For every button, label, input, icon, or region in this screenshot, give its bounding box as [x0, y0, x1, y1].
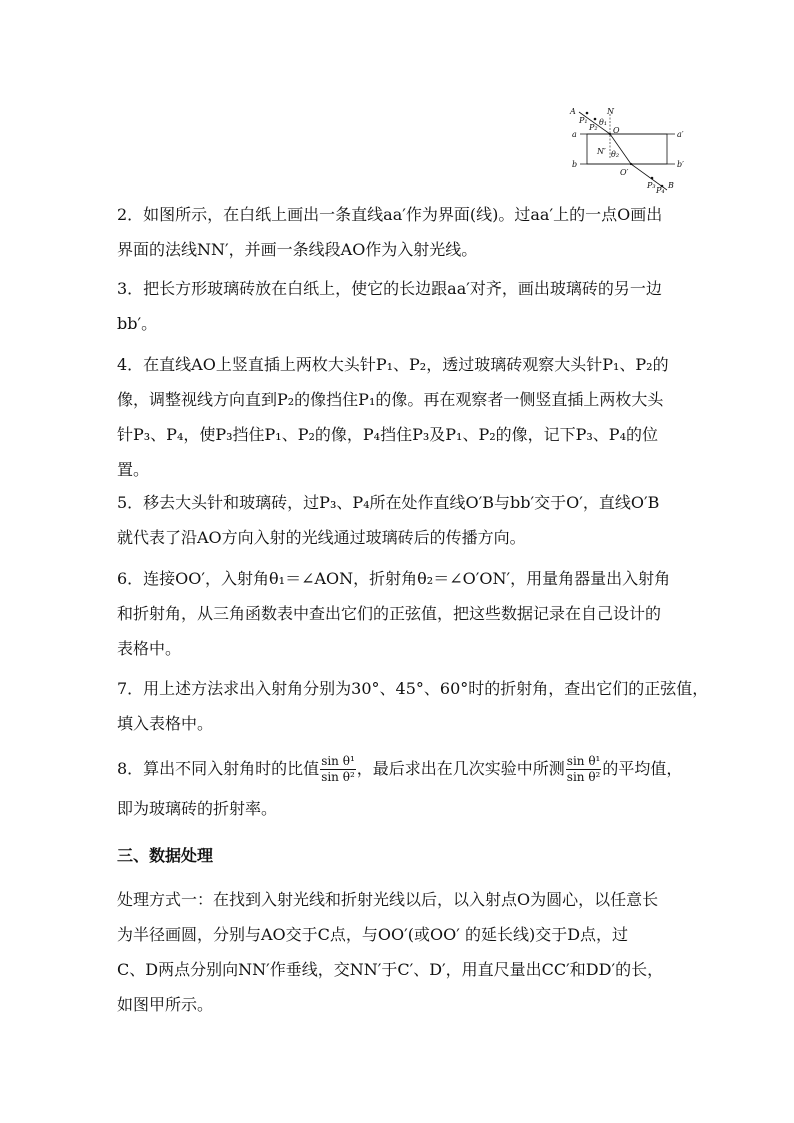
method-1-line-4: 如图甲所示。 [117, 995, 214, 1014]
label-o-prime: O′ [620, 168, 629, 177]
step-8-line-1 [117, 747, 697, 791]
ratio-fraction-2 [566, 754, 602, 785]
pin-p3 [651, 177, 654, 180]
step-3-line-2: bb′。 [117, 314, 158, 333]
label-n: N [607, 107, 614, 116]
point-o [609, 133, 611, 135]
label-n-prime: N′ [597, 147, 606, 156]
label-p2: P₂ [589, 123, 598, 132]
step-6-line-2: 和折射角，从三角函数表中查出它们的正弦值，把这些数据记录在自己设计的 [117, 604, 662, 623]
step-2-line-2: 界面的法线NN′，并画一条线段AO作为入射光线。 [117, 240, 478, 259]
step-8-text-3: 的平均值， [602, 759, 683, 778]
step-7-line-2: 填入表格中。 [117, 714, 214, 733]
label-b: b [572, 160, 578, 169]
pin-p2 [594, 118, 597, 121]
label-p3: P₃ [647, 181, 656, 190]
step-2 [117, 197, 697, 267]
section-heading: 三、数据处理 [117, 846, 214, 865]
step-7 [117, 671, 709, 741]
step-5 [117, 485, 697, 555]
step-4-line-4: 置。 [117, 460, 150, 479]
refracted-ray [610, 134, 631, 164]
step-4 [117, 347, 697, 487]
method-1 [117, 882, 697, 1022]
step-7-line-1: 7．用上述方法求出入射角分别为30°、45°、60°时的折射角，查出它们的正弦值， [117, 679, 709, 698]
label-a: a [572, 130, 577, 139]
step-5-line-1: 5．移去大头针和玻璃砖，过P₃、P₄所在处作直线O′B与bb′交于O′，直线O′B [117, 493, 660, 512]
step-5-line-2: 就代表了沿AO方向入射的光线通过玻璃砖后的传播方向。 [117, 528, 526, 547]
fraction-2-numerator: sin θ¹ [566, 754, 601, 768]
step-6-line-1: 6．连接OO′，入射角θ₁＝∠AON，折射角θ₂＝∠O′ON′，用量角器量出入射角 [117, 569, 671, 588]
step-8-text-2: ，最后求出在几次实验中所测 [356, 759, 565, 778]
step-8 [117, 747, 697, 826]
step-6 [117, 561, 697, 666]
step-4-line-1: 4．在直线AO上竖直插上两枚大头针P₁、P₂，透过玻璃砖观察大头针P₁、P₂的 [117, 355, 669, 374]
label-p4: P₄ [656, 186, 665, 194]
method-1-line-1: 处理方式一：在找到入射光线和折射光线以后，以入射点O为圆心，以任意长 [117, 890, 659, 909]
step-4-line-3: 针P₃、P₄，使P₃挡住P₁、P₂的像，P₄挡住P₃及P₁、P₂的像，记下P₃、P₄的位 [117, 425, 658, 444]
ratio-fraction-1 [320, 754, 356, 785]
fraction-1-numerator: sin θ¹ [321, 754, 355, 768]
refraction-diagram-svg [565, 104, 695, 194]
label-theta2: θ₂ [611, 150, 620, 159]
point-o-prime [630, 163, 632, 165]
label-theta1: θ₁ [599, 118, 608, 127]
label-b-prime: b′ [677, 160, 684, 169]
step-8-line-2: 即为玻璃砖的折射率。 [117, 799, 278, 818]
method-1-line-3: C、D两点分别向NN′作垂线，交NN′于C′、D′，用直尺量出CC′和DD′的长， [117, 960, 664, 979]
step-4-line-2: 像，调整视线方向直到P₂的像挡住P₁的像。再在观察者一侧竖直插上两枚大头 [117, 390, 664, 409]
step-8-text-1: 8．算出不同入射角时的比值 [117, 759, 320, 778]
method-1-line-2: 为半径画圆，分别与AO交于C点，与OO′(或OO′ 的延长线)交于D点，过 [117, 925, 629, 944]
step-3 [117, 271, 697, 341]
pin-p1 [586, 112, 589, 115]
label-o: O [613, 126, 620, 135]
label-a-point: A [570, 107, 576, 116]
fraction-1-denominator: sin θ² [321, 770, 355, 784]
step-6-line-3: 表格中。 [117, 639, 182, 658]
step-3-line-1: 3．把长方形玻璃砖放在白纸上，使它的长边跟aa′对齐，画出玻璃砖的另一边 [117, 279, 662, 298]
step-2-line-1: 2．如图所示，在白纸上画出一条直线aa′作为界面(线)。过aa′上的一点O画出 [117, 205, 663, 224]
fraction-2-denominator: sin θ² [566, 770, 601, 784]
label-p1: P₁ [579, 116, 588, 125]
label-b-point: B [668, 181, 674, 190]
refraction-diagram [565, 104, 695, 194]
label-a-prime: a′ [677, 130, 684, 139]
